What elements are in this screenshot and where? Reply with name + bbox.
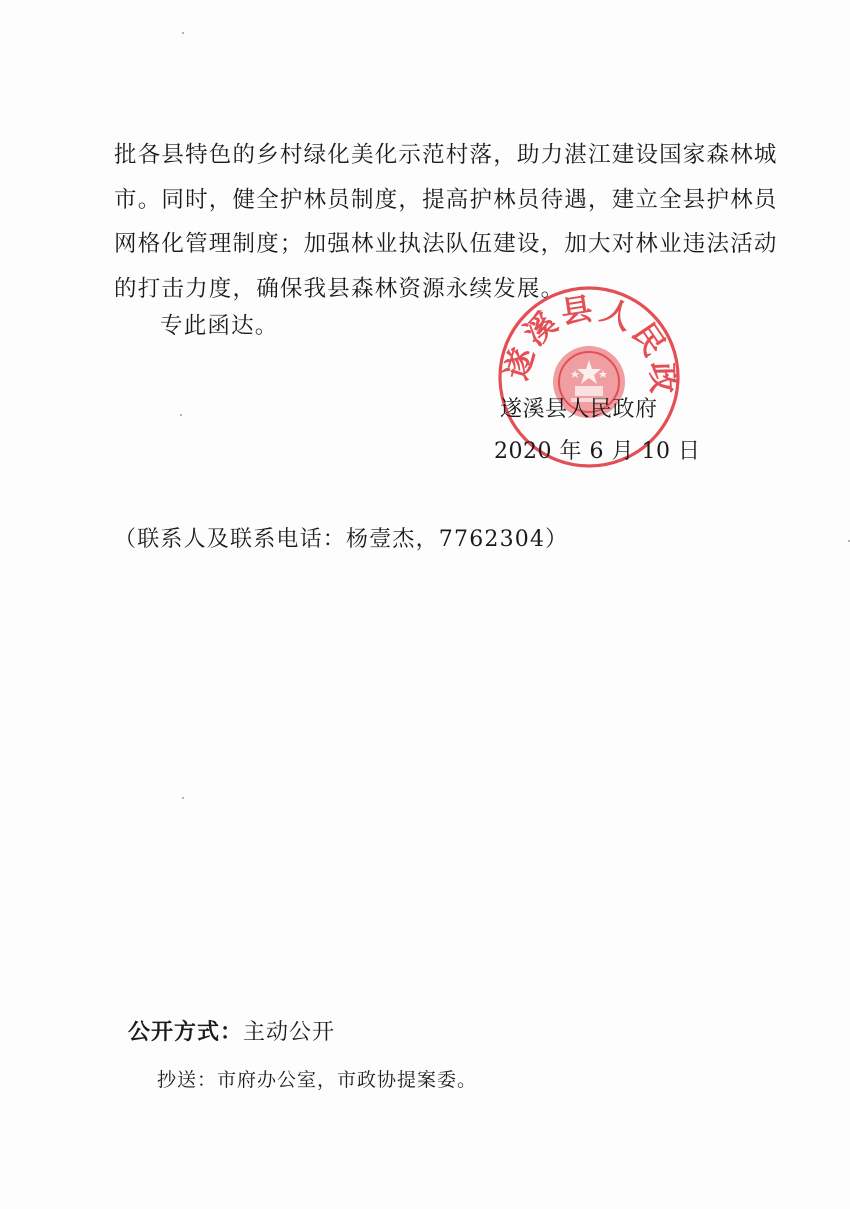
scan-speck: [182, 32, 184, 34]
body-line-2: 市。同时，健全护林员制度，提高护林员待遇，建立全县护林员: [114, 186, 778, 213]
closing-line: 专此函达。: [160, 313, 279, 339]
cc-recipients: 抄送：市府办公室，市政协提案委。: [157, 1069, 478, 1091]
body-line-4: 的打击力度，确保我县森林资源永续发展。: [114, 275, 565, 302]
disclosure-method: [128, 1013, 335, 1053]
signature-date: 2020 年 6 月 10 日: [494, 439, 701, 464]
scan-speck: [180, 414, 182, 416]
scan-speck: [182, 797, 184, 799]
disclosure-label: 公开方式：: [128, 1020, 244, 1045]
body-line-3: 网格化管理制度；加强林业执法队伍建设，加大对林业违法活动: [114, 231, 778, 257]
disclosure-value: 主动公开: [243, 1020, 336, 1045]
svg-text:遂溪县人民政: 遂溪县人民政: [498, 290, 681, 398]
body-line-1: 批各县特色的乡村绿化美化示范村落，助力湛江建设国家森林城: [114, 142, 778, 168]
contact-info: （联系人及联系电话：杨壹杰，7762304）: [114, 527, 569, 552]
signature-organization: 遂溪县人民政府: [500, 397, 658, 422]
